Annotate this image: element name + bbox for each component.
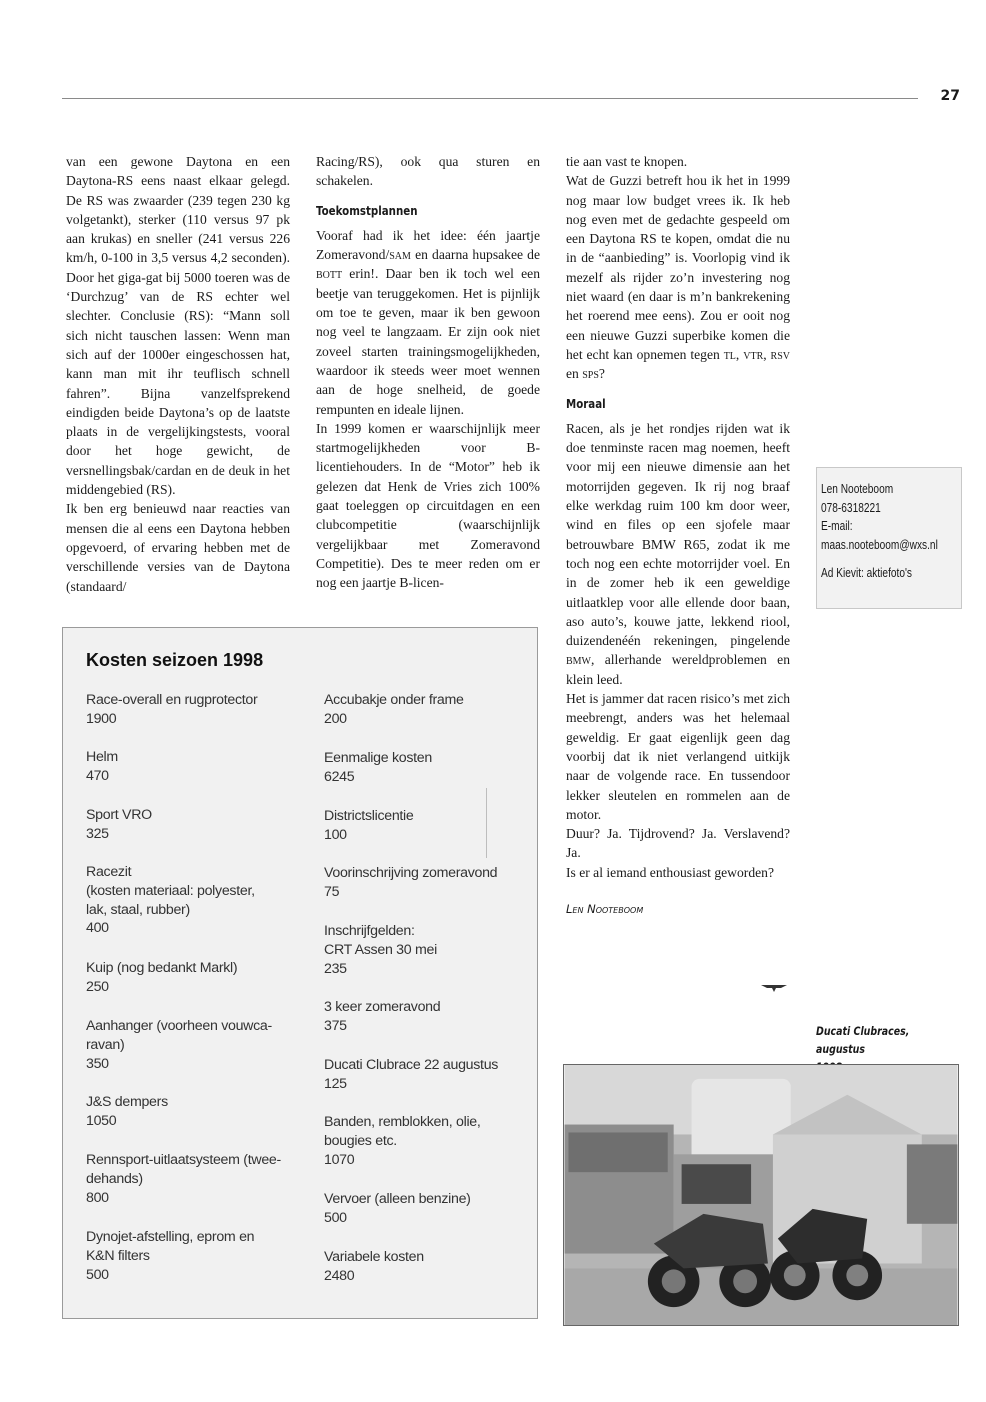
- article-column-1: [66, 152, 290, 596]
- photo-caption: Ducati Clubraces, augustus: [816, 1024, 910, 1056]
- author-byline: Len Nooteboom: [566, 901, 644, 916]
- section-heading: Toekomstplannen: [316, 202, 418, 218]
- paragraph: In 1999 komen er waarschijnlijk meer startmogelijkheden voor B-licentiehouders. In de “Motor” heb ik gelezen dat Henk de Vries zich 100% gaat toeleggen op circuitdagen en een clubcompetitie (waarschijnlijk vergelijkbaar met Zomeravond Competitie). Des te meer reden om er nog een jaartje B-licen-: [316, 420, 540, 591]
- cost-item: J&S dempers 1050: [86, 1094, 168, 1129]
- cost-item: 3 keer zomeravond 375: [324, 999, 441, 1034]
- cost-item: Dynojet-afstelling, eprom en K&N filters 500: [86, 1229, 255, 1283]
- costs-title: Kosten seizoen 1998: [86, 650, 264, 670]
- contact-phone: 078-6318221: [821, 499, 881, 515]
- page-number: 27: [940, 88, 960, 104]
- cost-item: Race-overall en rugprotector 1900: [86, 692, 258, 727]
- cost-item: Districtslicentie 100: [324, 808, 414, 843]
- cost-item: Banden, remblokken, olie, bougies etc. 1070: [324, 1114, 481, 1168]
- cost-item: Racezit (kosten materiaal: polyester, lak, staal, rubber) 400: [86, 864, 255, 937]
- paragraph: Duur? Ja. Tijdrovend? Ja. Verslavend? Ja.: [566, 826, 790, 861]
- cost-item: Kuip (nog bedankt Markl) 250: [86, 960, 238, 995]
- paragraph: Racing/RS), ook qua sturen en schakelen.: [316, 154, 540, 189]
- cost-item: Eenmalige kosten 6245: [324, 750, 432, 785]
- costs-box: [62, 627, 538, 1319]
- cost-item: Accubakje onder frame 200: [324, 692, 464, 727]
- cost-item: Sport VRO 325: [86, 807, 152, 842]
- cost-item: Voorinschrijving zomeravond 75: [324, 865, 498, 900]
- paragraph: van een gewone Daytona en een Daytona-RS eens naast elkaar gelegd. De RS was zwaarder (239 tegen 230 kg volgetankt), sterker (110 versus 97 pk aan krukas) en sneller (241 versus 226 km/h, 0-100 in 3,5 versus 4,2 seconden). Door het giga-gat bij 5000 toeren was de ‘Durchzug’ van de RS echter wel slechter. Conclusie (RS): “Mann soll sich nicht tauschen lassen: Wenn man sich auf der 1000er eingeschossen hat, kann man mit ihr teuflisch schnell fahren”. Bijna vanzelfsprekend eindigden beide Daytona’s op de laatste plaats in de vergelijkingstests, vooral door het hoge gewicht, de versnellingsbak/cardan en de deuk in het middengebied (RS).: [66, 154, 290, 498]
- cost-item: Ducati Clubrace 22 augustus 125: [324, 1057, 499, 1092]
- paragraph: Racen, als je het rondjes rijden wat ik doe tenminste racen mag noemen, heeft voor mij een nieuwe dimensie aan het motorrijden gegeven. Ik rij nog braaf elke werkdag ruim 100 km door weer, wind en files op een sjofele maar betrouwbare BMW R65, zodat ik me toch nog een echte motorrijder voel. En in de zomer heb ik een geweldige uitlaatklep voor alle ellende door baan, aso auto’s, kouwe jatte, lekkend riool, duizendenéén rekeningen, pingelende bmw, allerhande wereldproblemen en klein leed.: [566, 420, 790, 687]
- paragraph: Vooraf had ik het idee: één jaartje Zomeravond/sam en daarna hupsakee de bott erin!. Daar ben ik toch wel een beetje van teruggekomen. Het is pijnlijk om toe te geven, maar ik ben gewoon nog veel te langzaam. Er zijn ook niet zoveel starten trainingsmogelijkheden, waardoor ik steeds weer moet wennen aan de hoge snelheid, de goede rempunten en ideale lijnen.: [316, 227, 540, 417]
- paddock-photo: [563, 1064, 959, 1326]
- article-column-3: [566, 152, 790, 919]
- paragraph: Wat de Guzzi betreft hou ik het in 1999 nog maar low budget vrees ik. Ik heb nog even met de gedachte gespeeld om een Daytona RS te kopen, omdat die nu in de “aanbieding” is. Voorlopig vind ik mezelf als rijder zo’n investering nog niet waard (en daar is m’n bankrekening het roerend mee eens). Zou er ooit nog een nieuwe Guzzi superbike komen die het echt kan opnemen tegen tl, vtr, rsv en sps?: [566, 173, 790, 382]
- cost-item: Aanhanger (voorheen vouwca- ravan) 350: [86, 1018, 272, 1072]
- section-heading: Moraal: [566, 395, 606, 411]
- cost-item: Vervoer (alleen benzine) 500: [324, 1191, 471, 1226]
- photo-credit: Ad Kievit: aktiefoto's: [821, 565, 912, 581]
- paragraph: tie aan vast te knopen.: [566, 154, 688, 169]
- paragraph: Ik ben erg benieuwd naar reacties van mensen die al eens een Daytona hebben opgevoerd, of ervaring hebben met de verschillende versies van de Daytona (standaard/: [66, 501, 290, 594]
- paragraph: Is er al iemand enthousiast geworden?: [566, 864, 774, 880]
- contact-email-label: E-mail:: [821, 518, 853, 534]
- cost-item: Variabele kosten 2480: [324, 1249, 424, 1284]
- motorcycle-photo-image: [564, 1065, 958, 1325]
- cost-item: Helm 470: [86, 749, 118, 784]
- contact-email: maas.nooteboom@wxs.nl: [821, 536, 938, 552]
- contact-box: [816, 467, 962, 609]
- end-mark-icon: [760, 982, 788, 994]
- cost-item: Inschrijfgelden: CRT Assen 30 mei 235: [324, 923, 437, 977]
- cost-item: Rennsport-uitlaatsysteem (twee- dehands) 800: [86, 1152, 281, 1206]
- article-column-2: [316, 152, 540, 593]
- contact-name: Len Nooteboom: [821, 481, 894, 496]
- paragraph: Het is jammer dat racen risico’s met zich meebrengt, anders was het helemaal geweldig. Er gaat eigenlijk geen dag voorbij dat ik niet verlangend uitkijk naar de volgende race. En tussendoor lekker sleutelen en rommelen aan de motor.: [566, 691, 790, 822]
- header-rule: [62, 98, 918, 99]
